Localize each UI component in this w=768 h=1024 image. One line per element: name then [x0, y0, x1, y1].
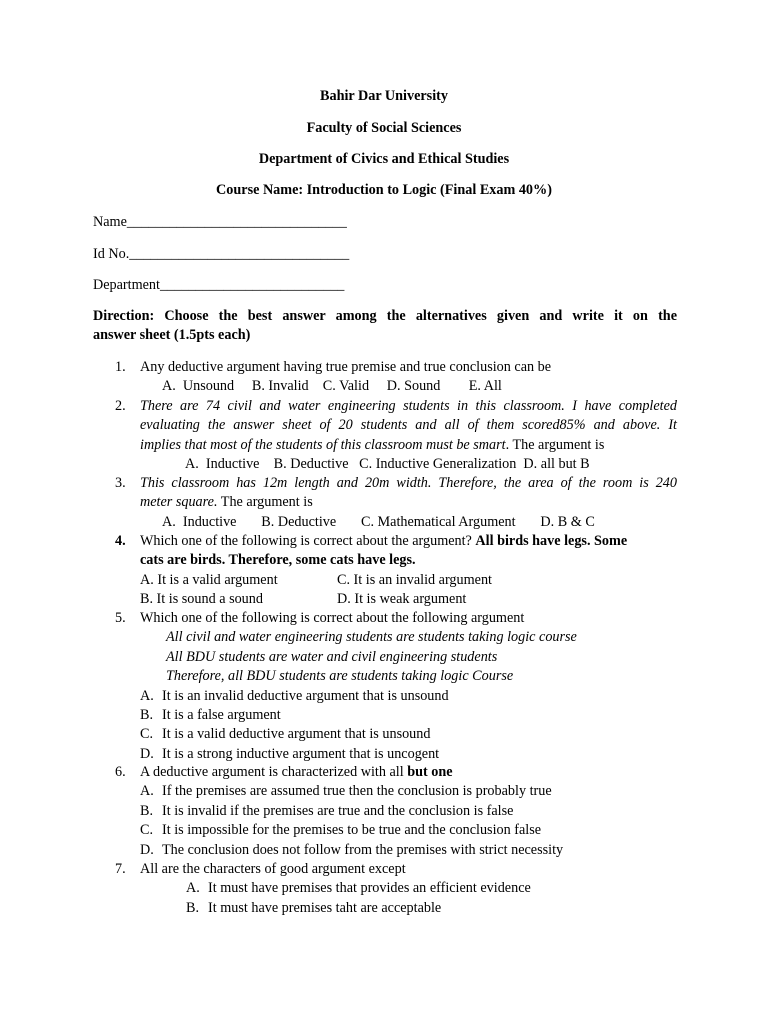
department-name: Department of Civics and Ethical Studies: [258, 151, 510, 167]
question-number: 7.: [115, 861, 126, 877]
name-field: Name_______________________________: [93, 214, 347, 230]
option-b: B. It is sound a sound: [140, 591, 263, 608]
question-text-line-1: There are 74 civil and water engineering students in this classroom. I have completed: [140, 398, 677, 414]
question-6: [115, 763, 677, 860]
question-text-line-2: meter square.: [140, 494, 218, 511]
option-letter: A.: [140, 783, 154, 800]
option-text: If the premises are assumed true then the conclusion is probably true: [162, 783, 552, 800]
conclusion: Therefore, all BDU students are students taking logic Course: [166, 668, 514, 685]
question-number: 2.: [115, 398, 126, 414]
option-letter: A.: [140, 687, 154, 704]
question-3: [115, 474, 677, 532]
question-text-line-1: This classroom has 12m length and 20m width. Therefore, the area of the room is 240: [140, 475, 677, 491]
option-letter: A.: [186, 880, 200, 897]
option-text: It must have premises that provides an efficient evidence: [208, 880, 531, 897]
option-text: It is a false argument: [162, 707, 281, 724]
question-text: A deductive argument is characterized with all: [140, 764, 408, 780]
option-d: D. It is weak argument: [337, 591, 467, 608]
question-options: A. Inductive B. Deductive C. Inductive Generalization D. all but B: [185, 456, 590, 473]
department-field: Department__________________________: [93, 277, 345, 293]
option-letter: B.: [140, 802, 154, 819]
option-letter: D.: [140, 745, 154, 762]
option-letter: C.: [140, 822, 154, 839]
question-text-line-2: evaluating the answer sheet of 20 students and all of them scored85% and above. It: [140, 417, 677, 434]
option-letter: C.: [140, 726, 154, 743]
question-text: Which one of the following is correct about the argument?: [140, 533, 476, 549]
question-text: Any deductive argument having true premise and true conclusion can be: [140, 359, 552, 375]
question-number: 1.: [115, 359, 126, 375]
question-number: 4.: [115, 533, 126, 549]
option-text: It must have premises taht are acceptable: [208, 899, 442, 916]
option-letter: B.: [186, 899, 200, 916]
question-options: A. Inductive B. Deductive C. Mathematical Argument D. B & C: [162, 513, 595, 530]
option-c: C. It is an invalid argument: [337, 571, 492, 588]
question-text-line-2-rest: The argument is: [217, 494, 313, 511]
course-name: Course Name: Introduction to Logic (Final Exam 40%): [216, 182, 552, 198]
question-number: 5.: [115, 610, 126, 626]
university-name: Bahir Dar University: [320, 88, 448, 104]
option-text: The conclusion does not follow from the premises with strict necessity: [162, 841, 564, 858]
direction-line-2: answer sheet (1.5pts each): [93, 327, 251, 344]
question-number: 3.: [115, 475, 126, 491]
option-text: It is impossible for the premises to be true and the conclusion false: [162, 822, 542, 839]
option-text: It is a valid deductive argument that is unsound: [162, 726, 431, 743]
option-a: A. It is a valid argument: [140, 571, 278, 588]
faculty-name: Faculty of Social Sciences: [306, 120, 462, 136]
question-1: [115, 358, 677, 397]
premise-1: All civil and water engineering students are students taking logic course: [166, 629, 577, 646]
question-text: All are the characters of good argument except: [140, 861, 406, 877]
id-field: Id No._______________________________: [93, 246, 350, 262]
premise-2: All BDU students are water and civil engineering students: [166, 648, 498, 665]
direction-line-1: Direction: Choose the best answer among the alternatives given and write it on the: [93, 308, 677, 324]
question-options: A. Unsound B. Invalid C. Valid D. Sound E. All: [162, 378, 502, 395]
direction-text: [93, 307, 677, 346]
question-text: Which one of the following is correct about the following argument: [140, 610, 525, 626]
question-argument: All birds have legs. Some: [475, 533, 628, 549]
question-argument-line-2: cats are birds. Therefore, some cats have legs.: [140, 552, 416, 569]
option-text: It is a strong inductive argument that is uncogent: [162, 745, 440, 762]
question-2: [115, 397, 677, 475]
option-letter: D.: [140, 841, 154, 858]
option-text: It is invalid if the premises are true and the conclusion is false: [162, 802, 514, 819]
option-letter: B.: [140, 707, 154, 724]
question-emphasis: but one: [407, 764, 453, 780]
question-number: 6.: [115, 764, 126, 780]
question-4: [115, 532, 677, 610]
option-text: It is an invalid deductive argument that is unsound: [162, 687, 449, 704]
question-5: [115, 609, 677, 764]
question-7: [115, 860, 677, 918]
question-text-line-3: implies that most of the students of this classroom must be smart: [140, 436, 506, 453]
question-text-line-3-rest: . The argument is: [505, 436, 605, 453]
